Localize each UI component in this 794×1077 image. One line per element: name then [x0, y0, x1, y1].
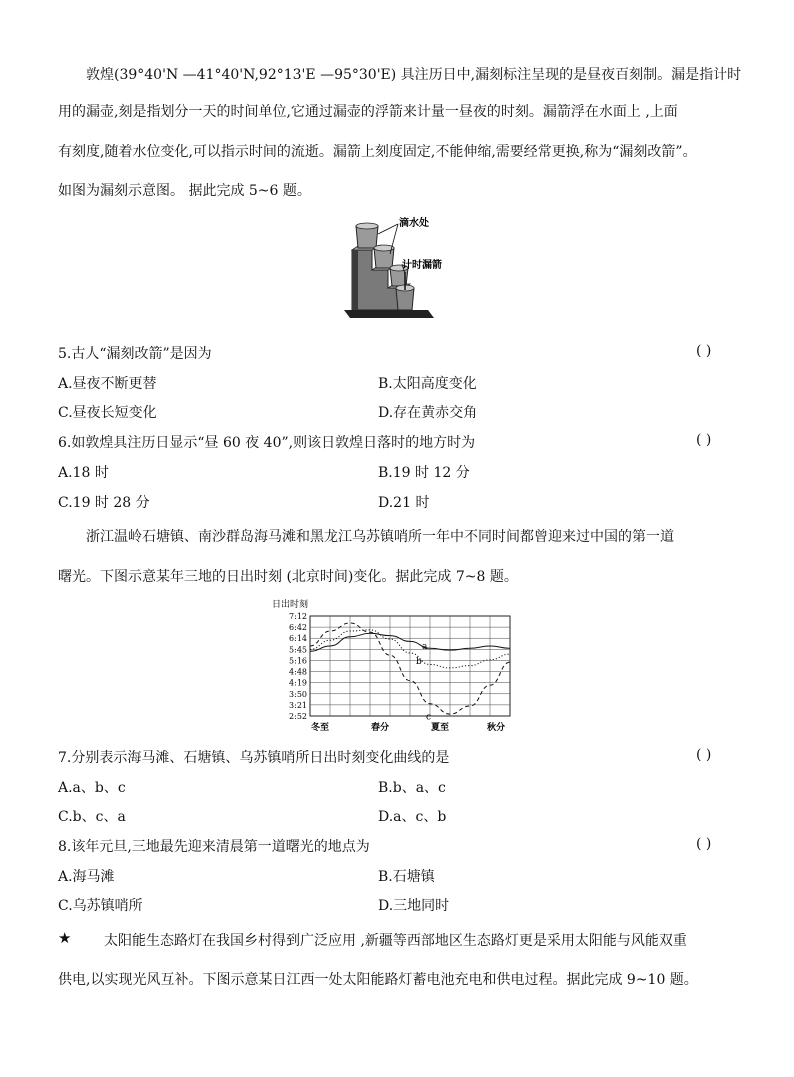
q5-option-a[interactable]: A.昼夜不断更替 — [58, 376, 157, 392]
chart-xtick-label: 夏至 — [430, 723, 450, 733]
q7-option-a[interactable]: A.a、b、c — [58, 780, 126, 796]
q7-option-d[interactable]: D.a、c、b — [378, 809, 447, 825]
label-drip: 滴水处 — [399, 218, 429, 229]
star-icon: ★ — [58, 929, 72, 947]
q5-stem: 5.古人“漏刻改箭”是因为 — [58, 346, 212, 362]
q8-option-d[interactable]: D.三地同时 — [378, 898, 450, 914]
chart-ytick-label: 3:50 — [289, 689, 307, 699]
q6-stem: 6.如敦煌具注历日显示“昼 60 夜 40”,则该日敦煌日落时的地方时为 — [58, 435, 476, 451]
clepsydra-figure — [338, 212, 458, 324]
q6-option-b[interactable]: B.19 时 12 分 — [378, 465, 470, 481]
passage1-line1: 敦煌(39°40'N —41°40'N,92°13'E —95°30'E) 具注历日中,漏刻标注呈现的是昼夜百刻制。漏是指计时 — [86, 67, 742, 83]
q8-stem: 8.该年元旦,三地最先迎来清晨第一道曙光的地点为 — [58, 839, 370, 855]
q7-option-c[interactable]: C.b、c、a — [58, 809, 126, 825]
q6-option-c[interactable]: C.19 时 28 分 — [58, 495, 150, 511]
passage3-line2: 供电,以实现光风互补。下图示意某日江西一处太阳能路灯蓄电池充电和供电过程。据此完成 9~10 题。 — [58, 972, 698, 988]
passage3-line1: 太阳能生态路灯在我国乡村得到广泛应用 ,新疆等西部地区生态路灯更是采用太阳能与风能双重 — [104, 933, 687, 949]
chart-xtick-label: 冬至 — [310, 723, 330, 733]
chart-series-label-c: c — [426, 712, 432, 723]
q6-option-a[interactable]: A.18 时 — [58, 465, 109, 481]
sunrise-chart — [268, 596, 518, 738]
q5-answer-paren[interactable]: ( ) — [696, 343, 712, 359]
chart-xtick-label: 春分 — [370, 723, 390, 733]
q6-option-d[interactable]: D.21 时 — [378, 495, 430, 511]
passage2-line2: 曙光。下图示意某年三地的日出时刻 (北京时间)变化。据此完成 7~8 题。 — [58, 569, 518, 585]
chart-ytick-label: 6:14 — [289, 634, 307, 644]
chart-series-label-b: b — [416, 657, 422, 667]
q5-option-b[interactable]: B.太阳高度变化 — [378, 376, 477, 392]
chart-ytick-label: 5:45 — [289, 645, 307, 655]
q7-answer-paren[interactable]: ( ) — [696, 747, 712, 763]
chart-ytick-label: 3:21 — [289, 700, 307, 710]
passage1-line2: 用的漏壶,刻是指划分一天的时间单位,它通过漏壶的浮箭来计量一昼夜的时刻。漏箭浮在水面上 ,上面 — [58, 104, 678, 120]
chart-ytick-label: 4:19 — [289, 678, 307, 688]
chart-ylabel: 日出时刻 — [272, 600, 309, 610]
chart-xtick-label: 秋分 — [486, 723, 506, 733]
q5-option-c[interactable]: C.昼夜长短变化 — [58, 405, 157, 421]
label-arrow: 计时漏箭 — [402, 260, 442, 271]
chart-series-label-a: a — [422, 642, 428, 652]
q8-answer-paren[interactable]: ( ) — [696, 836, 712, 852]
q7-option-b[interactable]: B.b、a、c — [378, 780, 446, 796]
chart-ytick-label: 4:48 — [289, 667, 307, 677]
q8-option-a[interactable]: A.海马滩 — [58, 869, 115, 885]
chart-ytick-label: 2:52 — [289, 712, 307, 721]
chart-ytick-label: 6:42 — [289, 623, 307, 633]
q5-option-d[interactable]: D.存在黄赤交角 — [378, 405, 478, 421]
passage2-line1: 浙江温岭石塘镇、南沙群岛海马滩和黑龙江乌苏镇哨所一年中不同时间都曾迎来过中国的第一道 — [86, 529, 674, 545]
chart-ytick-label: 7:12 — [289, 612, 307, 621]
passage1-line3: 有刻度,随着水位变化,可以指示时间的流逝。漏箭上刻度固定,不能伸缩,需要经常更换,称为“漏刻改箭”。 — [58, 144, 697, 160]
passage1-line4: 如图为漏刻示意图。 据此完成 5~6 题。 — [58, 183, 311, 199]
figure-base — [344, 310, 434, 318]
q8-option-b[interactable]: B.石塘镇 — [378, 869, 435, 885]
q6-answer-paren[interactable]: ( ) — [696, 432, 712, 448]
chart-ytick-label: 5:16 — [289, 656, 307, 666]
q8-option-c[interactable]: C.乌苏镇哨所 — [58, 898, 143, 914]
q7-stem: 7.分别表示海马滩、石塘镇、乌苏镇哨所日出时刻变化曲线的是 — [58, 750, 450, 766]
